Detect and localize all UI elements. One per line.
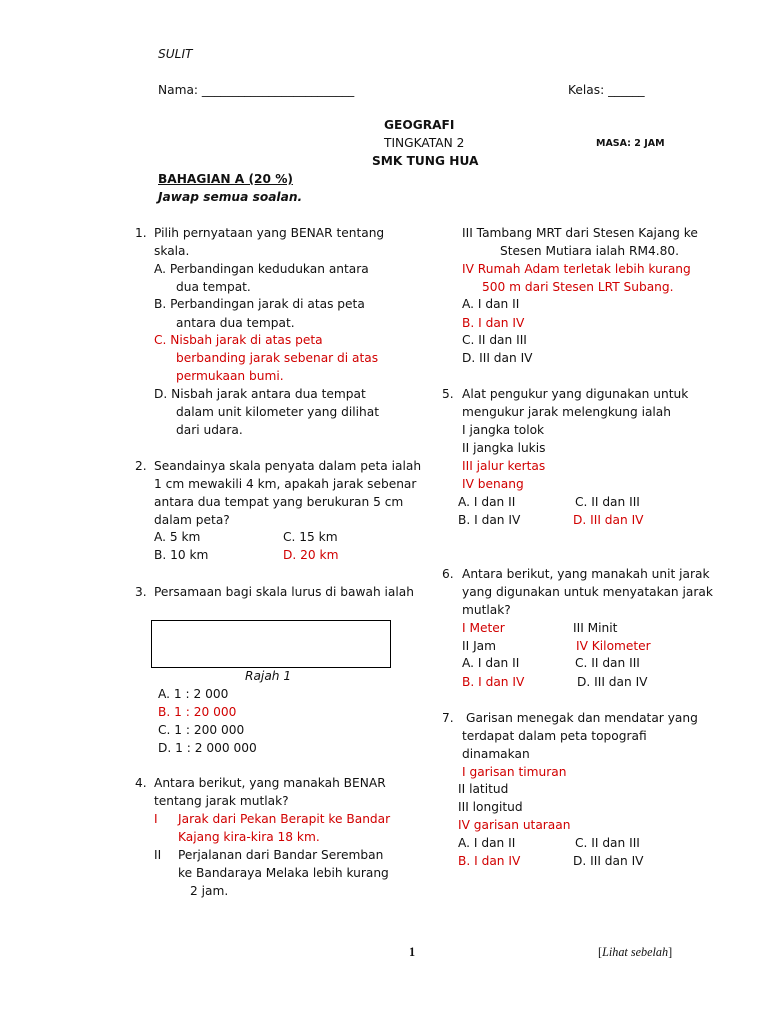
- next-page-note: [598, 946, 672, 958]
- question-number: 7.: [442, 711, 454, 725]
- question-stem-line: tentang jarak mutlak?: [154, 794, 289, 808]
- statement-4-answer: IV Kilometer: [576, 639, 651, 653]
- question-stem-line: mengukur jarak melengkung ialah: [462, 405, 672, 419]
- question-stem-line: Alat pengukur yang digunakan untuk: [462, 387, 689, 401]
- option-a: A. I dan II: [458, 495, 516, 509]
- statement-2-cont: 2 jam.: [190, 884, 229, 898]
- form-title: TINGKATAN 2: [384, 136, 465, 150]
- question-number: 1.: [135, 226, 147, 240]
- statement-1-cont: Kajang kira-kira 18 km.: [178, 830, 320, 844]
- option-d-answer: D. III dan IV: [573, 513, 644, 527]
- statement-2-numeral: II: [154, 848, 162, 862]
- option-d: D. III dan IV: [462, 351, 533, 365]
- section-title: BAHAGIAN A (20 %): [158, 172, 293, 186]
- question-number: 5.: [442, 387, 454, 401]
- statement-4-answer: IV benang: [462, 477, 524, 491]
- option-c: C. II dan III: [575, 836, 640, 850]
- question-stem-line: Persamaan bagi skala lurus di bawah ialah: [154, 585, 414, 599]
- option-a: A. I dan II: [462, 656, 520, 670]
- statement-3-cont: Stesen Mutiara ialah RM4.80.: [500, 244, 679, 258]
- statement-3: III Minit: [573, 621, 618, 635]
- question-number: 6.: [442, 567, 454, 581]
- option-a: A. 5 km: [154, 530, 201, 544]
- question-stem-line: skala.: [154, 244, 190, 258]
- name-field-label: Nama: _________________________: [158, 83, 355, 97]
- option-c-cont: berbanding jarak sebenar di atas: [176, 351, 379, 365]
- option-a: A. Perbandingan kedudukan antara: [154, 262, 369, 276]
- question-stem-line: Antara berikut, yang manakah BENAR: [154, 776, 386, 790]
- statement-4-cont: 500 m dari Stesen LRT Subang.: [482, 280, 674, 294]
- statement-3-answer: III jalur kertas: [462, 459, 546, 473]
- option-a: A. 1 : 2 000: [158, 687, 229, 701]
- question-stem-line: antara dua tempat yang berukuran 5 cm: [154, 495, 404, 509]
- option-a: A. I dan II: [458, 836, 516, 850]
- bracket-open: [: [598, 945, 603, 959]
- section-instruction: Jawap semua soalan.: [158, 190, 303, 204]
- statement-2: II Jam: [462, 639, 496, 653]
- duration-label: MASA: 2 JAM: [596, 138, 665, 149]
- question-stem-line: Garisan menegak dan mendatar yang: [466, 711, 698, 725]
- option-b: B. Perbandingan jarak di atas peta: [154, 297, 365, 311]
- subject-title: GEOGRAFI: [384, 118, 455, 132]
- bracket-close: ]: [668, 945, 673, 959]
- statement-4-answer: IV garisan utaraan: [458, 818, 571, 832]
- option-a: A. I dan II: [462, 297, 520, 311]
- option-d-cont: dari udara.: [176, 423, 243, 437]
- option-b-answer: B. I dan IV: [462, 316, 525, 330]
- option-a-cont: dua tempat.: [176, 280, 251, 294]
- statement-3: III Tambang MRT dari Stesen Kajang ke: [462, 226, 698, 240]
- statement-4-answer: IV Rumah Adam terletak lebih kurang: [462, 262, 691, 276]
- option-d: D. III dan IV: [573, 854, 644, 868]
- option-c-answer: C. Nisbah jarak di atas peta: [154, 333, 323, 347]
- option-c: C. II dan III: [575, 656, 640, 670]
- statement-1: I jangka tolok: [462, 423, 545, 437]
- statement-2-cont: ke Bandaraya Melaka lebih kurang: [178, 866, 389, 880]
- question-stem-line: 1 cm mewakili 4 km, apakah jarak sebenar: [154, 477, 417, 491]
- question-stem-line: dalam peta?: [154, 513, 230, 527]
- question-number: 4.: [135, 776, 147, 790]
- option-b: B. I dan IV: [458, 513, 521, 527]
- page-number: 1: [409, 945, 416, 959]
- statement-2: II latitud: [458, 782, 509, 796]
- option-d: D. 1 : 2 000 000: [158, 741, 257, 755]
- question-number: 2.: [135, 459, 147, 473]
- option-d-cont: dalam unit kilometer yang dilihat: [176, 405, 379, 419]
- statement-2: Perjalanan dari Bandar Seremban: [178, 848, 384, 862]
- option-b-answer: B. 1 : 20 000: [158, 705, 237, 719]
- option-b-answer: B. I dan IV: [462, 675, 525, 689]
- question-stem-line: terdapat dalam peta topografi: [462, 729, 647, 743]
- next-page-text: Lihat sebelah: [602, 945, 669, 959]
- option-d: D. Nisbah jarak antara dua tempat: [154, 387, 366, 401]
- question-stem-line: Seandainya skala penyata dalam peta ialah: [154, 459, 422, 473]
- statement-1-answer: Jarak dari Pekan Berapit ke Bandar: [178, 812, 391, 826]
- option-d-answer: D. 20 km: [283, 548, 339, 562]
- class-field-label: Kelas: ______: [568, 83, 645, 97]
- question-number: 3.: [135, 585, 147, 599]
- option-c: C. 15 km: [283, 530, 338, 544]
- option-b: B. 10 km: [154, 548, 209, 562]
- question-stem-line: Antara berikut, yang manakah unit jarak: [462, 567, 710, 581]
- option-b-cont: antara dua tempat.: [176, 316, 295, 330]
- option-d: D. III dan IV: [577, 675, 648, 689]
- figure-caption: Rajah 1: [245, 669, 292, 683]
- question-stem-line: dinamakan: [462, 747, 530, 761]
- question-stem-line: Pilih pernyataan yang BENAR tentang: [154, 226, 385, 240]
- option-c: C. II dan III: [462, 333, 527, 347]
- statement-1-numeral: I: [154, 812, 158, 826]
- figure-box-rajah-1: [151, 620, 391, 668]
- question-stem-line: yang digunakan untuk menyatakan jarak: [462, 585, 713, 599]
- statement-1-answer: I Meter: [462, 621, 505, 635]
- sulit-label: SULIT: [158, 47, 193, 61]
- option-c-cont: permukaan bumi.: [176, 369, 284, 383]
- option-c: C. II dan III: [575, 495, 640, 509]
- statement-3: III longitud: [458, 800, 523, 814]
- statement-2: II jangka lukis: [462, 441, 546, 455]
- option-b-answer: B. I dan IV: [458, 854, 521, 868]
- statement-1-answer: I garisan timuran: [462, 765, 567, 779]
- option-c: C. 1 : 200 000: [158, 723, 245, 737]
- school-name: SMK TUNG HUA: [372, 154, 479, 168]
- question-stem-line: mutlak?: [462, 603, 511, 617]
